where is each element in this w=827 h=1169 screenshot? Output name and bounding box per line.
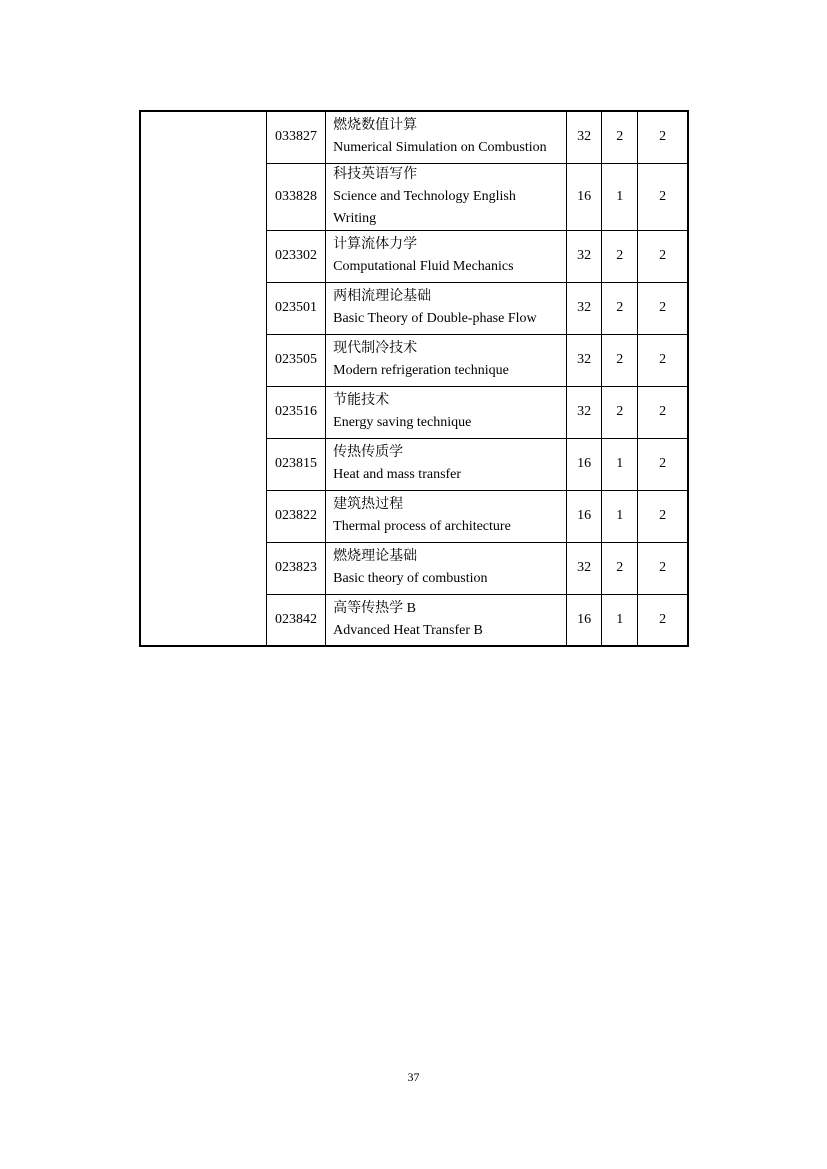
course-name	[326, 334, 567, 386]
course-name-cn: 计算流体力学	[333, 237, 418, 252]
course-semester: 2	[638, 438, 688, 490]
course-hours: 32	[567, 542, 602, 594]
course-hours: 32	[567, 334, 602, 386]
course-name-en: Energy saving technique	[333, 415, 472, 430]
course-code: 023815	[266, 438, 325, 490]
course-semester: 2	[638, 594, 688, 646]
course-name-cn: 燃烧数值计算	[333, 118, 418, 134]
course-name-en: Science and Technology English Writing	[333, 188, 516, 226]
course-hours: 16	[567, 163, 602, 230]
course-name-cn: 节能技术	[333, 393, 390, 408]
course-name-cn: 建筑热过程	[333, 497, 404, 512]
course-name	[326, 594, 567, 646]
course-name-cn: 科技英语写作	[333, 166, 418, 182]
course-credits: 2	[602, 230, 638, 282]
course-name-cn: 现代制冷技术	[333, 341, 418, 356]
course-hours: 16	[567, 490, 602, 542]
course-code: 033828	[266, 163, 325, 230]
course-name	[326, 542, 567, 594]
course-code: 023822	[266, 490, 325, 542]
course-name-cn: 传热传质学	[333, 445, 404, 460]
course-table	[139, 110, 689, 647]
course-hours: 32	[567, 282, 602, 334]
course-name-en: Computational Fluid Mechanics	[333, 259, 514, 274]
course-name	[326, 163, 567, 230]
course-credits: 1	[602, 594, 638, 646]
course-hours: 16	[567, 438, 602, 490]
course-name-en: Advanced Heat Transfer B	[333, 622, 483, 638]
course-code: 023823	[266, 542, 325, 594]
course-credits: 1	[602, 438, 638, 490]
course-semester: 2	[638, 163, 688, 230]
course-name	[326, 230, 567, 282]
course-credits: 2	[602, 111, 638, 163]
course-name	[326, 282, 567, 334]
course-code: 023516	[266, 386, 325, 438]
course-semester: 2	[638, 542, 688, 594]
course-name	[326, 386, 567, 438]
course-name-en: Heat and mass transfer	[333, 467, 462, 482]
page-number: 37	[407, 1070, 420, 1084]
course-hours: 16	[567, 594, 602, 646]
course-hours: 32	[567, 230, 602, 282]
course-name-en: Basic theory of combustion	[333, 571, 488, 586]
course-name-en: Numerical Simulation on Combustion	[333, 140, 547, 156]
course-group-cell	[140, 111, 266, 646]
course-code: 023302	[266, 230, 325, 282]
course-name	[326, 438, 567, 490]
course-name-cn: 高等传热学 B	[333, 600, 416, 616]
course-credits: 1	[602, 490, 638, 542]
course-name-en: Basic Theory of Double-phase Flow	[333, 311, 537, 326]
table-row	[140, 111, 688, 163]
course-name-cn: 两相流理论基础	[333, 289, 432, 304]
course-hours: 32	[567, 111, 602, 163]
course-name	[326, 111, 567, 163]
course-credits: 2	[602, 542, 638, 594]
course-semester: 2	[638, 490, 688, 542]
course-code: 023505	[266, 334, 325, 386]
course-code: 023842	[266, 594, 325, 646]
course-credits: 1	[602, 163, 638, 230]
course-semester: 2	[638, 386, 688, 438]
course-semester: 2	[638, 111, 688, 163]
course-credits: 2	[602, 334, 638, 386]
course-name	[326, 490, 567, 542]
course-credits: 2	[602, 386, 638, 438]
course-name-en: Modern refrigeration technique	[333, 363, 509, 378]
course-name-cn: 燃烧理论基础	[333, 549, 418, 564]
course-code: 033827	[266, 111, 325, 163]
course-credits: 2	[602, 282, 638, 334]
course-name-en: Thermal process of architecture	[333, 519, 511, 534]
course-semester: 2	[638, 282, 688, 334]
course-hours: 32	[567, 386, 602, 438]
course-semester: 2	[638, 334, 688, 386]
course-code: 023501	[266, 282, 325, 334]
course-semester: 2	[638, 230, 688, 282]
